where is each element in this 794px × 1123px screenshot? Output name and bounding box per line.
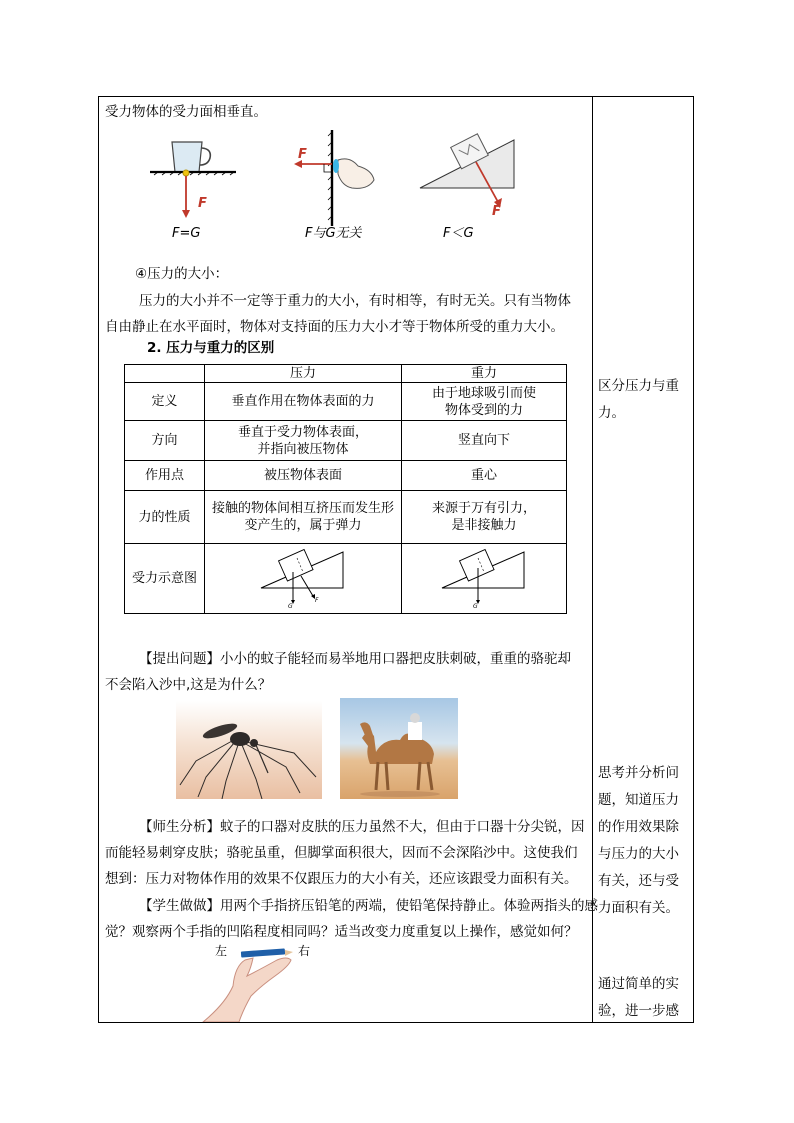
question-line1: 【提出问题】小小的蚊子能轻而易举地用口器把皮肤刺破，重重的骆驼却 <box>139 651 571 667</box>
fig2-caption: F与G无关 <box>305 226 362 241</box>
camel-photo <box>340 698 458 799</box>
gravity-cell <box>402 383 567 421</box>
cell-line: 垂直于受力物体表面， <box>237 424 368 440</box>
cell-line: 垂直作用在物体表面的力 <box>231 394 375 409</box>
activity-line1: 【学生做做】用两个手指挤压铅笔的两端，使铅笔保持静止。体验两指头的感 <box>139 898 598 914</box>
table-header-row <box>125 365 567 383</box>
section4-para2: 自由静止在水平面时，物体对支持面的压力大小才等于物体所受的重力大小。 <box>105 319 564 335</box>
analysis-line1: 【师生分析】蚊子的口器对皮肤的压力虽然不大，但由于口器十分尖锐，因 <box>139 819 585 835</box>
row-label: 受力示意图 <box>125 544 205 614</box>
gravity-cell <box>402 491 567 544</box>
comparison-table <box>124 364 567 614</box>
cell-line: 并指向被压物体 <box>257 441 349 457</box>
cell-line: 接触的物体间相互挤压而发生形 <box>211 501 394 516</box>
analysis-line2: 而能轻易刺穿皮肤；骆驼虽重，但脚掌面积很大，因而不会深陷沙中。这使我们 <box>105 845 578 861</box>
row-label: 定义 <box>125 383 205 421</box>
gravity-diagram-cell <box>402 544 567 614</box>
cell-line: 被压物体表面 <box>263 468 342 483</box>
row-label: 作用点 <box>125 461 205 491</box>
pencil-left-label: 左 <box>215 944 228 958</box>
sidebar-note-1: 区分压力与重力。 <box>598 378 679 421</box>
mosquito-icon <box>176 701 322 799</box>
header-cell-empty <box>125 365 205 383</box>
cell-line: 由于地球吸引而使 <box>431 385 536 401</box>
pressure-cell <box>205 491 402 544</box>
header-cell-pressure: 压力 <box>205 365 402 383</box>
pressure-cell <box>205 421 402 461</box>
cell-line: 来源于万有引力， <box>431 501 536 516</box>
column-divider <box>592 96 593 1023</box>
fig3-force-label: F <box>492 204 501 219</box>
gravity-label-g: G <box>473 603 478 608</box>
camel-icon <box>340 698 458 799</box>
sidebar-note-2: 思考并分析问题，知道压力的作用效果除与压力的大小有关，还与受力面积有关。 <box>598 765 679 916</box>
force-label-f: F <box>315 597 319 604</box>
sidebar-note-3: 通过简单的实验，进一步感 <box>598 976 679 1019</box>
row-label: 方向 <box>125 421 205 461</box>
activity-line2: 觉？观察两个手指的凹陷程度相同吗？适当改变力度重复以上操作，感觉如何？ <box>105 924 578 940</box>
mosquito-photo <box>176 701 322 799</box>
fig1-force-label: F <box>198 196 207 211</box>
section4-para1: 压力的大小并不一定等于重力的大小，有时相等，有时无关。只有当物体 <box>139 293 571 309</box>
section4-heading: ④压力的大小： <box>135 266 229 282</box>
question-line2: 不会陷入沙中,这是为什么？ <box>105 677 272 693</box>
table-row <box>125 544 567 614</box>
gravity-force-diagram <box>438 544 530 608</box>
cell-line: 是非接触力 <box>451 518 517 533</box>
section2-heading: 2. 压力与重力的区别 <box>147 340 275 356</box>
table-row <box>125 461 567 491</box>
fig1-caption: F=G <box>172 226 201 241</box>
header-cell-gravity: 重力 <box>402 365 567 383</box>
cell-line: 重心 <box>470 468 497 483</box>
table-row <box>125 491 567 544</box>
intro-line: 受力物体的受力面相垂直。 <box>105 104 267 120</box>
table-row <box>125 421 567 461</box>
pressure-diagram-cell <box>205 544 402 614</box>
row-label: 力的性质 <box>125 491 205 544</box>
figure-block-on-incline <box>418 132 518 220</box>
gravity-cell <box>402 461 567 491</box>
pressure-force-diagram <box>257 544 349 608</box>
pencil-right-label: 右 <box>298 944 311 958</box>
cell-line: 变产生的，属于弹力 <box>244 518 362 533</box>
gravity-cell <box>402 421 567 461</box>
table-row <box>125 383 567 421</box>
cell-line: 物体受到的力 <box>444 402 523 418</box>
figure-hand-on-wall <box>286 130 382 226</box>
hand-pencil-illustration <box>195 946 305 1022</box>
pressure-cell <box>205 383 402 421</box>
pressure-cell <box>205 461 402 491</box>
analysis-line3: 想到：压力对物体作用的效果不仅跟压力的大小有关，还应该跟受力面积有关。 <box>105 871 578 887</box>
fig3-caption: F＜G <box>443 226 474 241</box>
gravity-label-g: G <box>288 603 293 608</box>
cell-line: 竖直向下 <box>457 433 510 448</box>
fig2-force-label: F <box>298 147 307 162</box>
figure-cup-on-table <box>148 132 240 224</box>
